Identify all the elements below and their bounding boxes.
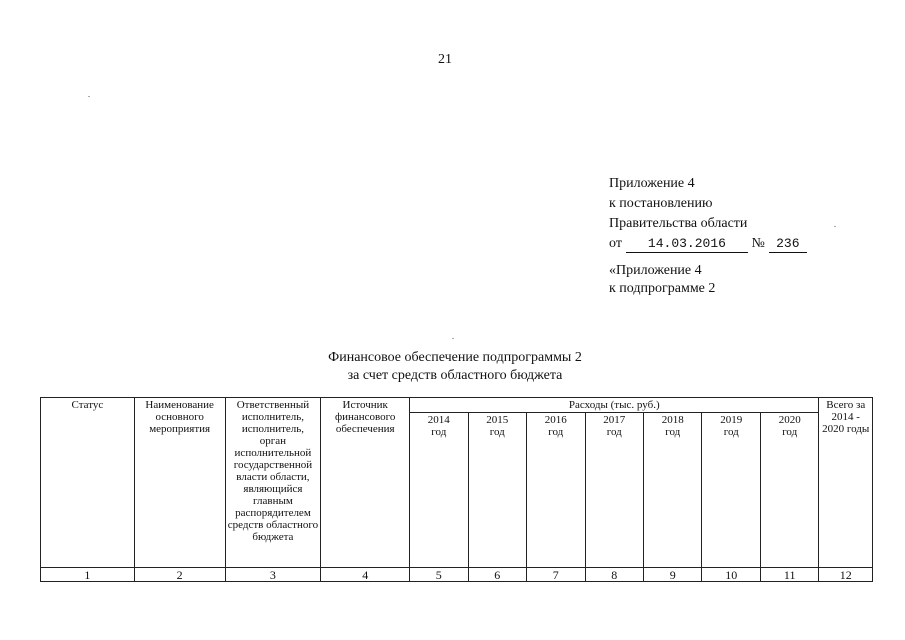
- scan-speck: [88, 96, 90, 97]
- column-number-row: [41, 568, 873, 582]
- header-funding-source: Источник финансового обеспечения: [321, 398, 410, 568]
- title-line-1: Финансовое обеспечение подпрограммы 2: [328, 350, 582, 365]
- appendix-heading: [609, 174, 807, 254]
- column-number: 9: [644, 568, 702, 582]
- appendix-government: Правительства области: [609, 216, 748, 231]
- title-line-2: за счет средств областного бюджета: [347, 368, 563, 383]
- column-number: 1: [41, 568, 135, 582]
- column-number: 8: [585, 568, 643, 582]
- header-status: Статус: [41, 398, 135, 568]
- header-year-2020: 2020 год: [760, 413, 818, 568]
- column-number: 12: [819, 568, 873, 582]
- header-year-2015: 2015 год: [468, 413, 526, 568]
- document-title: [250, 349, 660, 385]
- scan-speck: [834, 226, 836, 227]
- header-total: Всего за 2014 - 2020 годы: [819, 398, 873, 568]
- column-number: 4: [321, 568, 410, 582]
- resolution-date: 14.03.2016: [626, 236, 748, 253]
- column-number: 7: [527, 568, 585, 582]
- header-activity-name: Наименование основного мероприятия: [134, 398, 225, 568]
- resolution-number: 236: [769, 236, 807, 253]
- page-number: 21: [438, 52, 452, 67]
- column-number: 6: [468, 568, 526, 582]
- financing-table: [40, 397, 873, 582]
- appendix-date-line: [609, 234, 807, 254]
- header-year-2018: 2018 год: [644, 413, 702, 568]
- header-year-2019: 2019 год: [702, 413, 760, 568]
- header-year-2017: 2017 год: [585, 413, 643, 568]
- header-executor: Ответственный исполнитель, исполнитель, орган исполнительной государственной власти области, являющийся главным распорядителем средств областного бюджета: [225, 398, 321, 568]
- sub-appendix-title: «Приложение 4: [609, 263, 702, 278]
- column-number: 11: [760, 568, 818, 582]
- column-number: 2: [134, 568, 225, 582]
- column-number: 10: [702, 568, 760, 582]
- header-year-2016: 2016 год: [527, 413, 585, 568]
- header-year-2014: 2014 год: [410, 413, 468, 568]
- appendix-to-resolution: к постановлению: [609, 196, 713, 211]
- column-number: 3: [225, 568, 321, 582]
- appendix-title: Приложение 4: [609, 176, 695, 191]
- sub-appendix-subprogram: к подпрограмме 2: [609, 281, 716, 296]
- column-number: 5: [410, 568, 468, 582]
- number-sign: №: [751, 236, 765, 251]
- sub-appendix-heading: [609, 262, 715, 298]
- scan-speck: [452, 338, 454, 339]
- header-expenses: Расходы (тыс. руб.): [410, 398, 819, 413]
- date-prefix: от: [609, 236, 622, 251]
